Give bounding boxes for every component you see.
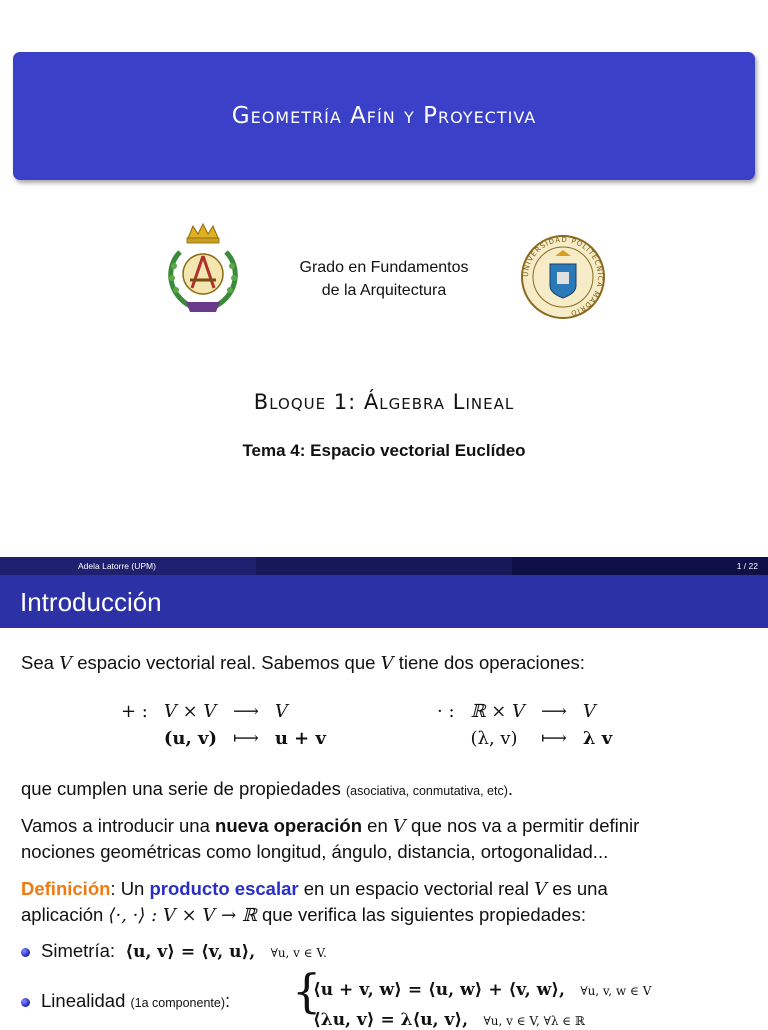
new-op-text-c: que nos va a permitir definir — [405, 815, 640, 836]
sum-mapsto: ⟼ — [233, 728, 259, 749]
intro-text-b: espacio vectorial real. Sabemos que — [72, 652, 381, 673]
sum-symbol: + : — [121, 701, 148, 722]
linearity-eq2-math: ⟨λu, v⟩ = λ⟨u, v⟩, — [313, 1010, 469, 1030]
props-end: . — [507, 778, 514, 799]
intro-math-v2: V — [380, 653, 394, 674]
linearity-brace: { — [292, 964, 322, 1018]
linearity-label-line — [41, 990, 230, 1012]
definition-line2-text-a: aplicación — [21, 904, 109, 925]
linearity-label: Linealidad — [41, 990, 131, 1011]
scalar-operation — [429, 698, 620, 752]
definition-line-1 — [21, 878, 608, 900]
sum-codomain: V — [274, 701, 288, 722]
sum-arrow: ⟶ — [233, 701, 259, 722]
properties-paragraph — [21, 778, 513, 800]
definition-colon: : Un — [110, 878, 150, 899]
sum-operation — [113, 698, 334, 752]
new-operation-line-2: nociones geométricas como longitud, ángulo, distancia, ortogonalidad... — [21, 841, 609, 862]
new-op-text-b: en — [362, 815, 393, 836]
definition-text-a: en un espacio vectorial real — [298, 878, 535, 899]
intro-text-a: Sea — [21, 652, 60, 673]
intro-paragraph — [21, 652, 585, 674]
intro-text-c: tiene dos operaciones: — [393, 652, 585, 673]
footer-author: Adela Latorre (UPM) — [0, 557, 256, 575]
symmetry-label: Simetría: — [41, 940, 116, 961]
scalar-result: λ v — [582, 728, 613, 749]
degree-line-1: Grado en Fundamentos — [299, 259, 469, 276]
degree-name — [244, 256, 524, 302]
props-small: (asociativa, conmutativa, etc) — [346, 784, 508, 798]
footer-middle — [256, 557, 512, 575]
definition-math-v: V — [534, 879, 548, 900]
definition-line2-text-b: que verifica las siguientes propiedades: — [256, 904, 586, 925]
footer-page-number: 1 / 22 — [512, 557, 768, 575]
topic-title: Tema 4: Espacio vectorial Euclídeo — [242, 441, 526, 460]
sum-result: u + v — [274, 728, 326, 749]
linearity-eq-1 — [313, 978, 651, 1000]
definition-text-b: es una — [547, 878, 608, 899]
scalar-symbol: · : — [437, 701, 455, 722]
intro-math-v1: V — [59, 653, 73, 674]
scalar-codomain: V — [582, 701, 596, 722]
linearity-eq2-quantifier: ∀u, v ∈ V, ∀λ ∈ ℝ — [483, 1014, 585, 1028]
definition-line2-math: ⟨·, ·⟩ : V × V → ℝ — [108, 905, 257, 926]
presentation-title: Geometría Afín y Proyectiva — [231, 103, 537, 129]
sum-domain: V × V — [163, 701, 217, 722]
frame-header — [0, 575, 768, 628]
degree-line-2: de la Arquitectura — [321, 282, 447, 299]
linearity-eq1-math: ⟨u + v, w⟩ = ⟨u, w⟩ + ⟨v, w⟩, — [313, 980, 565, 1000]
upm-seal-logo — [520, 234, 606, 320]
symmetry-math: ⟨u, v⟩ = ⟨v, u⟩, — [125, 942, 256, 962]
scalar-arrow: ⟶ — [541, 701, 567, 722]
new-op-bold: nueva operación — [215, 815, 363, 836]
linearity-eq1-quantifier: ∀u, v, w ∈ V — [580, 984, 652, 998]
new-op-text-a: Vamos a introducir una — [21, 815, 216, 836]
symmetry-quantifier: ∀u, v ∈ V. — [270, 946, 327, 960]
scalar-pair: (λ, v) — [470, 728, 518, 749]
linearity-eq-2 — [313, 1008, 585, 1030]
title-box — [13, 52, 755, 180]
definition-line-2 — [21, 904, 586, 926]
linearity-colon: : — [225, 990, 231, 1011]
definition-term: producto escalar — [149, 878, 299, 899]
architecture-school-crest-logo — [160, 222, 246, 316]
bullet-symmetry-icon — [21, 948, 30, 957]
new-op-math-v: V — [392, 816, 406, 837]
definition-label: Definición — [21, 878, 111, 899]
sum-pair: (u, v) — [163, 728, 217, 749]
props-text: que cumplen una serie de propiedades — [21, 778, 347, 799]
scalar-domain: ℝ × V — [470, 701, 525, 722]
frame-title: Introducción — [20, 587, 162, 617]
block-title: Bloque 1: Álgebra Lineal — [253, 390, 515, 414]
footer-bar — [0, 557, 768, 575]
bullet-linearity-icon — [21, 998, 30, 1007]
new-operation-line-1 — [21, 815, 639, 837]
symmetry-property — [41, 940, 327, 962]
linearity-small: (1a componente) — [130, 996, 226, 1010]
scalar-mapsto: ⟼ — [541, 728, 567, 749]
seal-text: UNIVERSIDAD POLITECNICA MADRID — [521, 235, 605, 318]
